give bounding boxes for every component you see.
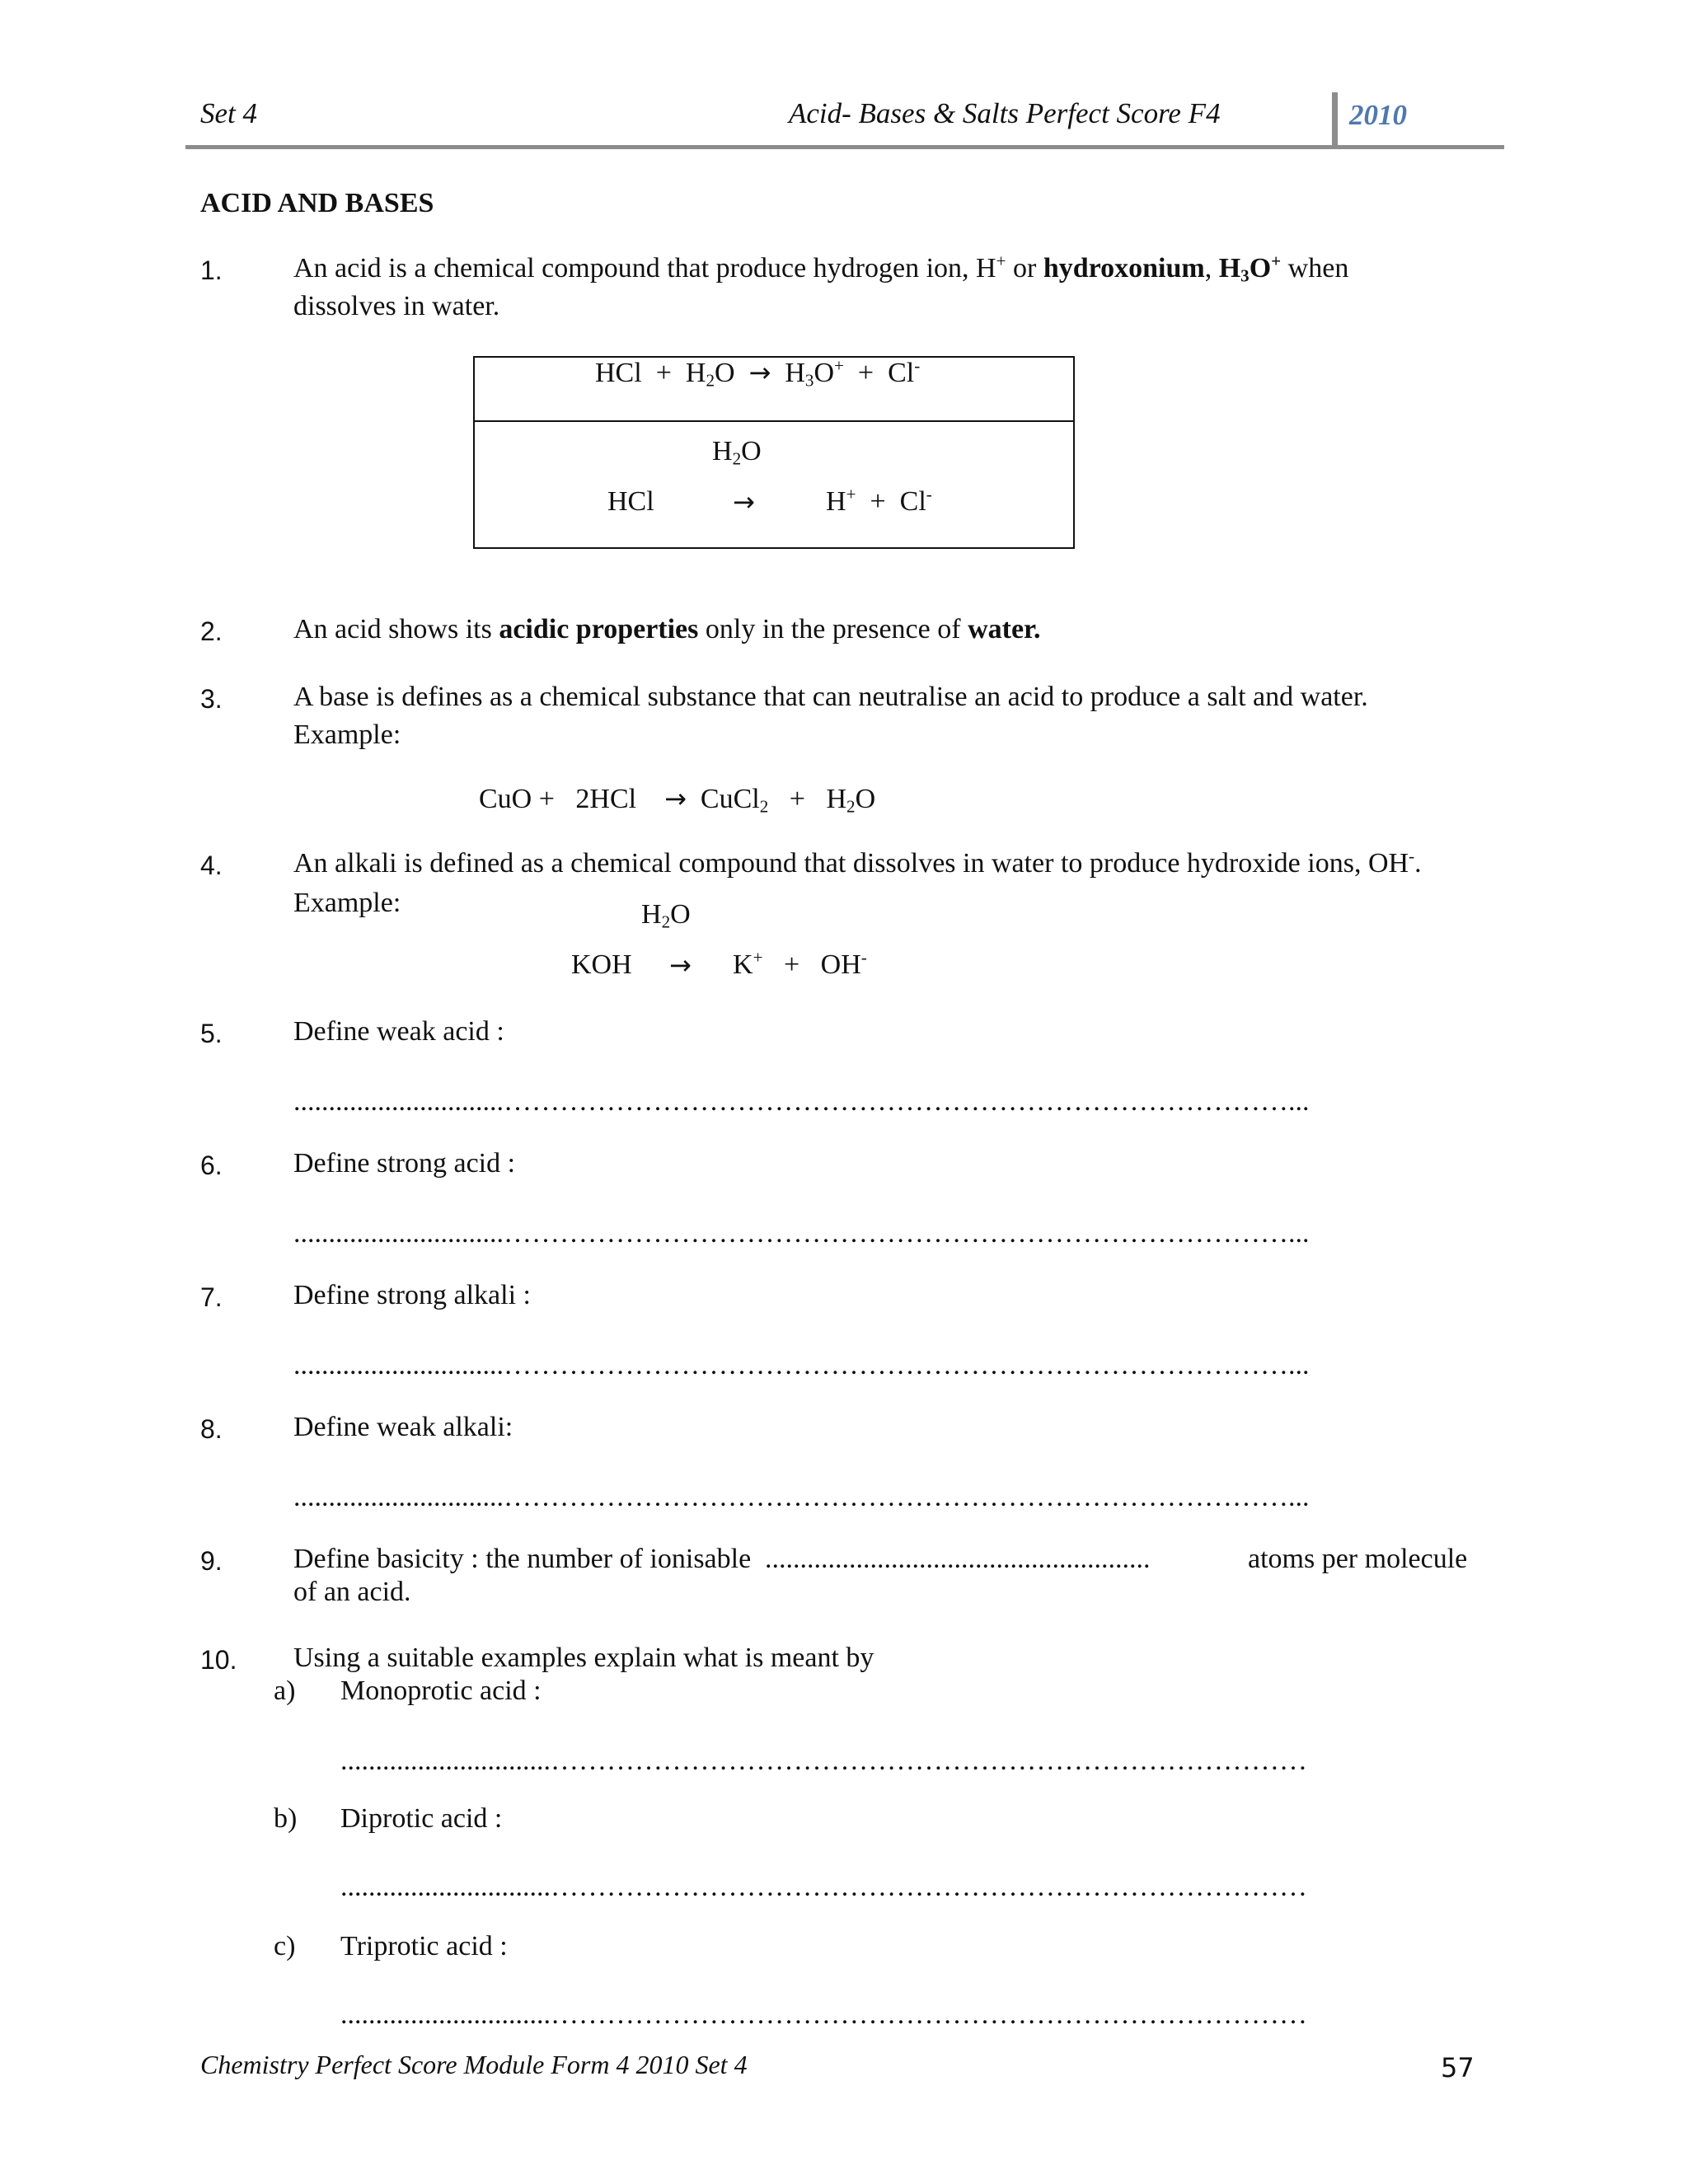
q6-text: Define strong acid : [293, 1148, 516, 1179]
equation-2-products: H+ + Cl- [826, 484, 932, 517]
header-divider [1332, 92, 1338, 147]
q9-text: Define basicity : the number of ionisable [293, 1544, 752, 1574]
q4-reactant: KOH [571, 949, 632, 980]
page-number: 57 [1441, 2052, 1475, 2083]
q3-text: A base is defines as a chemical substance that can neutralise an acid to produce a salt and water. [293, 682, 1368, 712]
q3-equation: CuO + 2HCl → CuCl$_2$ + $H_2O$ [479, 783, 876, 817]
q4-number: 4. [200, 851, 223, 880]
q10b-text: Diprotic acid : [340, 1803, 503, 1834]
q2-text: An acid shows its acidic properties only in the presence of water. [293, 614, 1041, 644]
q5-number: 5. [200, 1019, 223, 1048]
q5-text: Define weak acid : [293, 1016, 504, 1047]
equation-2-reactant: HCl [607, 486, 654, 517]
q9-text-line2: of an acid. [293, 1577, 411, 1607]
q10a-answer-line[interactable]: ..............................……………………………………………………………………… [340, 1746, 1307, 1776]
q10c-answer-line[interactable]: ..............................……………………………………………………………………… [340, 1999, 1307, 2030]
q3-number: 3. [200, 684, 223, 714]
arrow-icon: → [664, 783, 687, 814]
section-title: ACID AND BASES [200, 188, 434, 218]
q10b-label: b) [274, 1803, 298, 1834]
q10b-answer-line[interactable]: ..............................……………………………………………………………………… [340, 1872, 1307, 1902]
q10c-label: c) [274, 1931, 296, 1961]
q2-number: 2. [200, 616, 223, 646]
q10-number: 10. [200, 1645, 237, 1675]
q7-text: Define strong alkali : [293, 1280, 531, 1310]
q10a-label: a) [274, 1675, 296, 1706]
q1-text-line2: dissolves in water. [293, 291, 500, 321]
header-title: Acid- Bases & Salts Perfect Score F4 [789, 97, 1221, 129]
q5-answer-line[interactable]: ..............................…………………………………………………………………………... [293, 1086, 1310, 1117]
arrow-icon: → [733, 486, 755, 518]
q6-number: 6. [200, 1151, 223, 1180]
q1-number: 1. [200, 255, 223, 285]
q10a-text: Monoprotic acid : [340, 1675, 542, 1706]
q9-blank[interactable]: ....................................................... [765, 1544, 1151, 1574]
q6-answer-line[interactable]: ..............................…………………………………………………………………………... [293, 1218, 1310, 1249]
q8-number: 8. [200, 1414, 223, 1444]
q8-text: Define weak alkali: [293, 1412, 513, 1442]
q10-text: Using a suitable examples explain what is meant by [293, 1643, 874, 1673]
arrow-icon: → [669, 949, 692, 981]
q7-number: 7. [200, 1282, 223, 1312]
q10c-text: Triprotic acid : [340, 1931, 508, 1961]
equation-1: HCl + $H_2O \to H_3O^+ + Cl^-$ [595, 355, 921, 391]
q1-text: An acid is a chemical compound that produce hydrogen ion, H+ or hydroxonium, $H_3O^+$ when [293, 251, 1349, 286]
q4-text: An alkali is defined as a chemical compound that dissolves in water to produce hydroxide ions, OH-. [293, 846, 1422, 879]
q4-example-label: Example: [293, 888, 401, 918]
q3-example-label: Example: [293, 719, 401, 750]
q4-products: K+ + OH- [733, 947, 867, 980]
header-rule [185, 145, 1504, 149]
equation-box-divider [475, 420, 1073, 422]
header-year: 2010 [1349, 99, 1407, 131]
q9-text-end: atoms per molecule [1248, 1544, 1468, 1574]
header-set: Set 4 [200, 97, 258, 129]
q4-solvent: $H_2O$ [641, 899, 691, 932]
footer-title: Chemistry Perfect Score Module Form 4 2010 Set 4 [200, 2050, 748, 2079]
q8-answer-line[interactable]: ..............................…………………………………………………………………………... [293, 1482, 1310, 1512]
equation-2-solvent: $H_2O$ [712, 436, 762, 469]
q9-number: 9. [200, 1546, 223, 1576]
q7-answer-line[interactable]: ..............................…………………………………………………………………………... [293, 1350, 1310, 1380]
arrow-icon: → [748, 357, 771, 388]
